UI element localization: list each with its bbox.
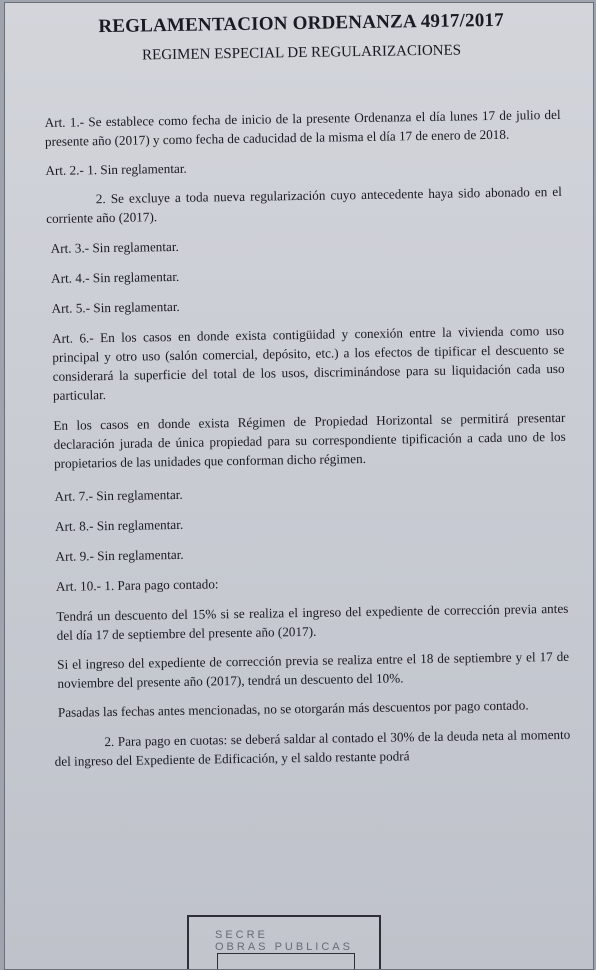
document-title: REGLAMENTACION ORDENANZA 4917/2017	[98, 9, 505, 38]
article-10-paragraph-2: Si el ingreso del expediente de corrección previa se realiza entre el 18 de septiembre y el 17 de noviembre del presente año (2017), tendrá un descuento del 10%.	[57, 648, 570, 691]
article-6: Art. 6.- En los casos en donde exista contigüidad y conexión entre la vivienda como uso principal y otro uso (salón comercial, depósito, etc.) a los efectos de tipificar el descuento se considerará la superficie del total de los usos, discriminándose para su liquidación cada uso particular.	[51, 322, 565, 403]
article-4: Art. 4.- Sin reglamentar.	[50, 268, 180, 286]
article-6-paragraph-2: En los casos en donde exista Régimen de Propiedad Horizontal se permitirá presentar declaración jurada de única propiedad para su correspondiente tipificación a cada uno de los propietarios de las unidades que conforman dicho régimen.	[53, 409, 566, 471]
article-2-item-1: Art. 2.- 1. Sin reglamentar.	[45, 160, 187, 178]
document-page	[4, 2, 594, 970]
article-3: Art. 3.- Sin reglamentar.	[50, 238, 179, 256]
article-1: Art. 1.- Se establece como fecha de inicio de la presente Ordenanza el día lunes 17 de julio del presente año (2017) y como fecha de caducidad de la misma el día 17 de enero de 2018.	[44, 106, 561, 149]
article-5: Art. 5.- Sin reglamentar.	[51, 298, 180, 316]
stamp-line-2: OBRAS PUBLICAS	[215, 941, 353, 953]
article-9: Art. 9.- Sin reglamentar.	[55, 546, 184, 564]
article-10-item-2: 2. Para pago en cuotas: se deberá saldar al contado el 30% de la deuda neta al momento del ingreso del Expediente de Edificación, y el saldo restante podrá	[54, 726, 571, 769]
stamp-text	[189, 917, 379, 953]
article-10-paragraph-3: Pasadas las fechas antes mencionadas, no se otorgarán más descuentos por pago contado.	[57, 697, 529, 720]
article-10-item-1: Art. 10.- 1. Para pago contado:	[55, 576, 219, 594]
document-subtitle: REGIMEN ESPECIAL DE REGULARIZACIONES	[141, 42, 462, 64]
stamp-line-1: SECRE	[215, 929, 268, 941]
article-10-paragraph-1: Tendrá un descuento del 15% si se realiza el ingreso del expediente de corrección previa antes del día 17 de septiembre del presente año (2017).	[56, 600, 569, 643]
stamp-inner-box	[217, 953, 355, 970]
article-2-item-2: 2. Se excluye a toda nueva regularización cuyo antecedente haya sido abonado en el corriente año (2017).	[46, 183, 562, 226]
official-stamp	[187, 915, 381, 970]
document-body	[43, 9, 571, 771]
article-8: Art. 8.- Sin reglamentar.	[54, 516, 184, 534]
article-7: Art. 7.- Sin reglamentar.	[54, 486, 183, 504]
